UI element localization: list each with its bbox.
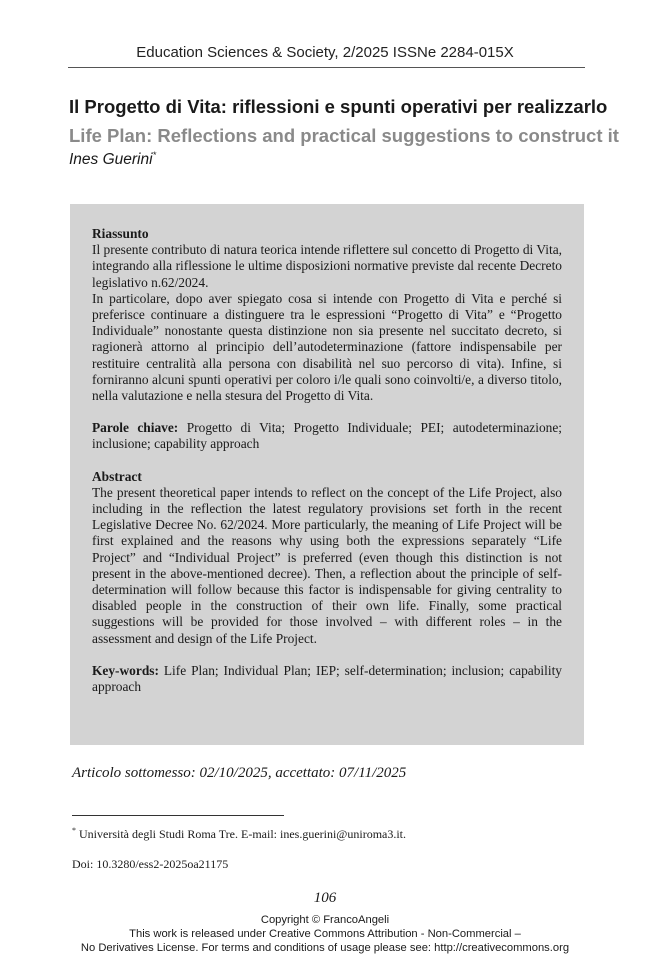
riassunto-paragraph-2: In particolare, dopo aver spiegato cosa si intende con Progetto di Vita e perché si preferisce continuare a distinguere tra le espressioni “Progetto di Vita” e “Progetto Individuale” nonostante questa distinzione non sia presente nel succitato decreto, si ragionerà attorno al principio dell’autodeterminazione (fattore indispensabile per restituire centralità alla persona con disabilità nel suo percorso di vita). Infine, si forniranno alcuni spunti operativi per coloro i/le quali sono coinvolti/e, a diverso titolo, nella valutazione e nella stesura del Progetto di Vita.	[92, 290, 562, 404]
article-title-english: Life Plan: Reflections and practical suggestions to construct it	[69, 125, 619, 146]
abstract-heading: Abstract	[92, 468, 142, 484]
footnote	[72, 826, 406, 842]
author-footnote-mark: *	[152, 150, 157, 160]
submission-dates: Articolo sottomesso: 02/10/2025, accettato: 07/11/2025	[72, 765, 407, 781]
article-title-italian: Il Progetto di Vita: riflessioni e spunti operativi per realizzarlo	[69, 96, 608, 117]
abstract-paragraph: The present theoretical paper intends to reflect on the concept of the Life Project, also including in the reflection the latest regulatory provisions set forth in the recent Legislative Decree No. 62/2024. More particularly, the meaning of Life Project will be first explained and the reasons why using both the expressions separately “Life Project” and “Individual Project” is preferred (even though this distinction is not present in the above-mentioned decree). Then, a reflection about the principle of self-determination will follow because this factor is indispensable for giving centrality to disabled people in the construction of their own life. Finally, some practical suggestions will be provided for those involved – with different roles – in the assessment and design of the Life Project.	[92, 484, 562, 646]
riassunto-paragraph-1: Il presente contributo di natura teorica intende riflettere sul concetto di Progetto di Vita, integrando alla riflessione le ultime disposizioni normative previste dal recente Decreto legislativo n.62/2024.	[92, 242, 562, 290]
author-line	[69, 150, 156, 169]
footnote-text: Università degli Studi Roma Tre. E-mail: ines.guerini@uniroma3.it.	[76, 827, 407, 841]
copyright-line-3: No Derivatives License. For terms and conditions of usage please see: http://creativecommons.org	[80, 941, 570, 954]
copyright-notice	[0, 914, 650, 955]
riassunto-heading: Riassunto	[92, 226, 149, 241]
header-divider	[68, 67, 585, 68]
copyright-line-2: This work is released under Creative Commons Attribution - Non-Commercial –	[129, 927, 521, 940]
footnote-divider	[72, 815, 284, 816]
doi: Doi: 10.3280/ess2-2025oa21175	[72, 857, 229, 871]
copyright-line-1: Copyright © FrancoAngeli	[260, 914, 390, 926]
keywords-text: Life Plan; Individual Plan; IEP; self-determination; inclusion; capability approach	[92, 662, 562, 695]
parole-chiave-text: Progetto di Vita; Progetto Individuale; PEI; autodeterminazione; inclusione; capability approach	[92, 420, 563, 452]
running-head: Education Sciences & Society, 2/2025 ISSNe 2284-015X	[136, 44, 514, 61]
author-name: Ines Guerini	[69, 151, 153, 169]
page-number: 106	[313, 890, 337, 906]
abstract-box-content	[92, 226, 562, 695]
footnote-mark: *	[72, 826, 76, 835]
parole-chiave-label: Parole chiave:	[92, 420, 179, 436]
abstract-box	[70, 204, 584, 745]
parole-chiave	[92, 420, 562, 452]
keywords-label: Key-words:	[92, 662, 159, 678]
keywords	[92, 663, 562, 695]
